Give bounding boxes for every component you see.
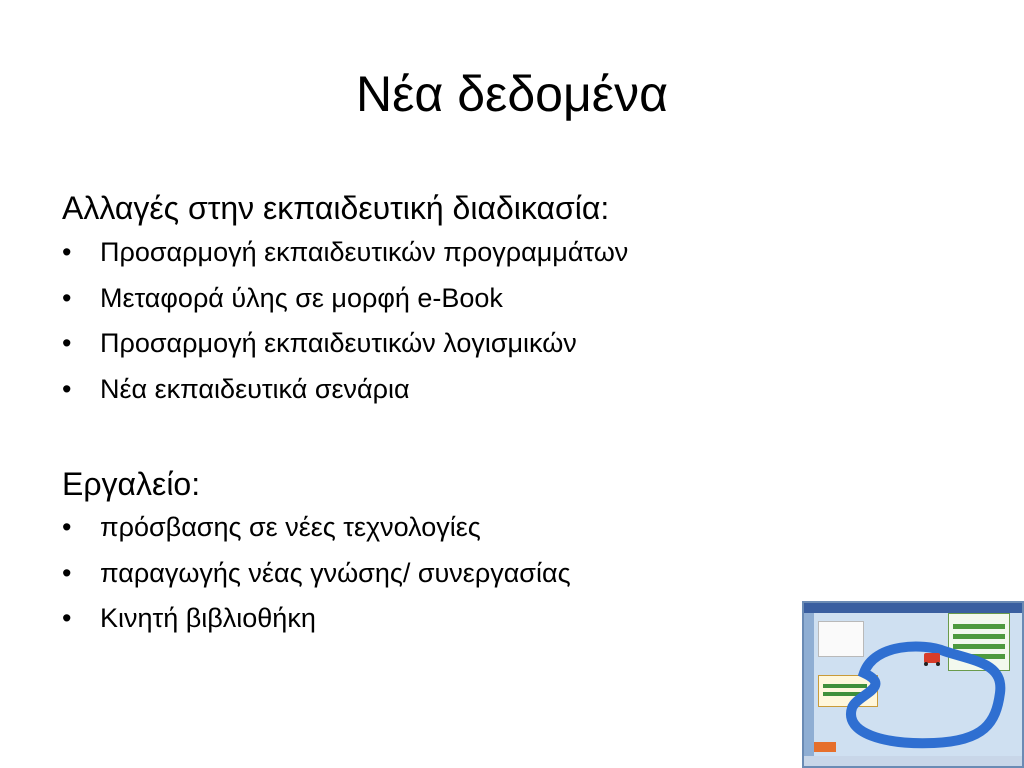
list-item-text: Μεταφορά ύλης σε μορφή e-Book (100, 282, 503, 313)
bullet-list-changes (62, 236, 628, 418)
bullet-icon: • (62, 557, 72, 588)
software-screenshot-thumbnail (802, 601, 1024, 768)
list-item-text: Κινητή βιβλιοθήκη (100, 603, 316, 633)
bullet-list-tool (62, 511, 571, 648)
bullet-icon: • (62, 237, 72, 267)
bullet-icon: • (62, 282, 72, 313)
list-item (62, 511, 571, 557)
list-item-text: Προσαρμογή εκπαιδευτικών λογισμικών (100, 328, 577, 358)
list-item-text: Προσαρμογή εκπαιδευτικών προγραμμάτων (100, 237, 629, 267)
list-item (62, 236, 628, 282)
bullet-icon: • (62, 328, 72, 358)
section-heading-changes: Αλλαγές στην εκπαιδευτική διαδικασία: (62, 190, 610, 226)
car-icon (924, 653, 940, 663)
section-heading-tool: Εργαλείο: (62, 466, 201, 502)
list-item (62, 602, 571, 648)
list-item (62, 282, 628, 328)
bullet-icon: • (62, 603, 72, 633)
list-item (62, 327, 628, 373)
list-item (62, 557, 571, 603)
list-item (62, 373, 628, 419)
list-item-text: πρόσβασης σε νέες τεχνολογίες (100, 512, 481, 542)
list-item-text: παραγωγής νέας γνώσης/ συνεργασίας (100, 557, 571, 588)
status-badge (814, 742, 836, 752)
list-item-text: Νέα εκπαιδευτικά σενάρια (100, 373, 410, 404)
race-track-drawing (804, 603, 1024, 768)
slide-title: Νέα δεδομένα (356, 66, 668, 122)
window-statusbar (804, 756, 1022, 766)
bullet-icon: • (62, 512, 72, 542)
bullet-icon: • (62, 373, 72, 404)
